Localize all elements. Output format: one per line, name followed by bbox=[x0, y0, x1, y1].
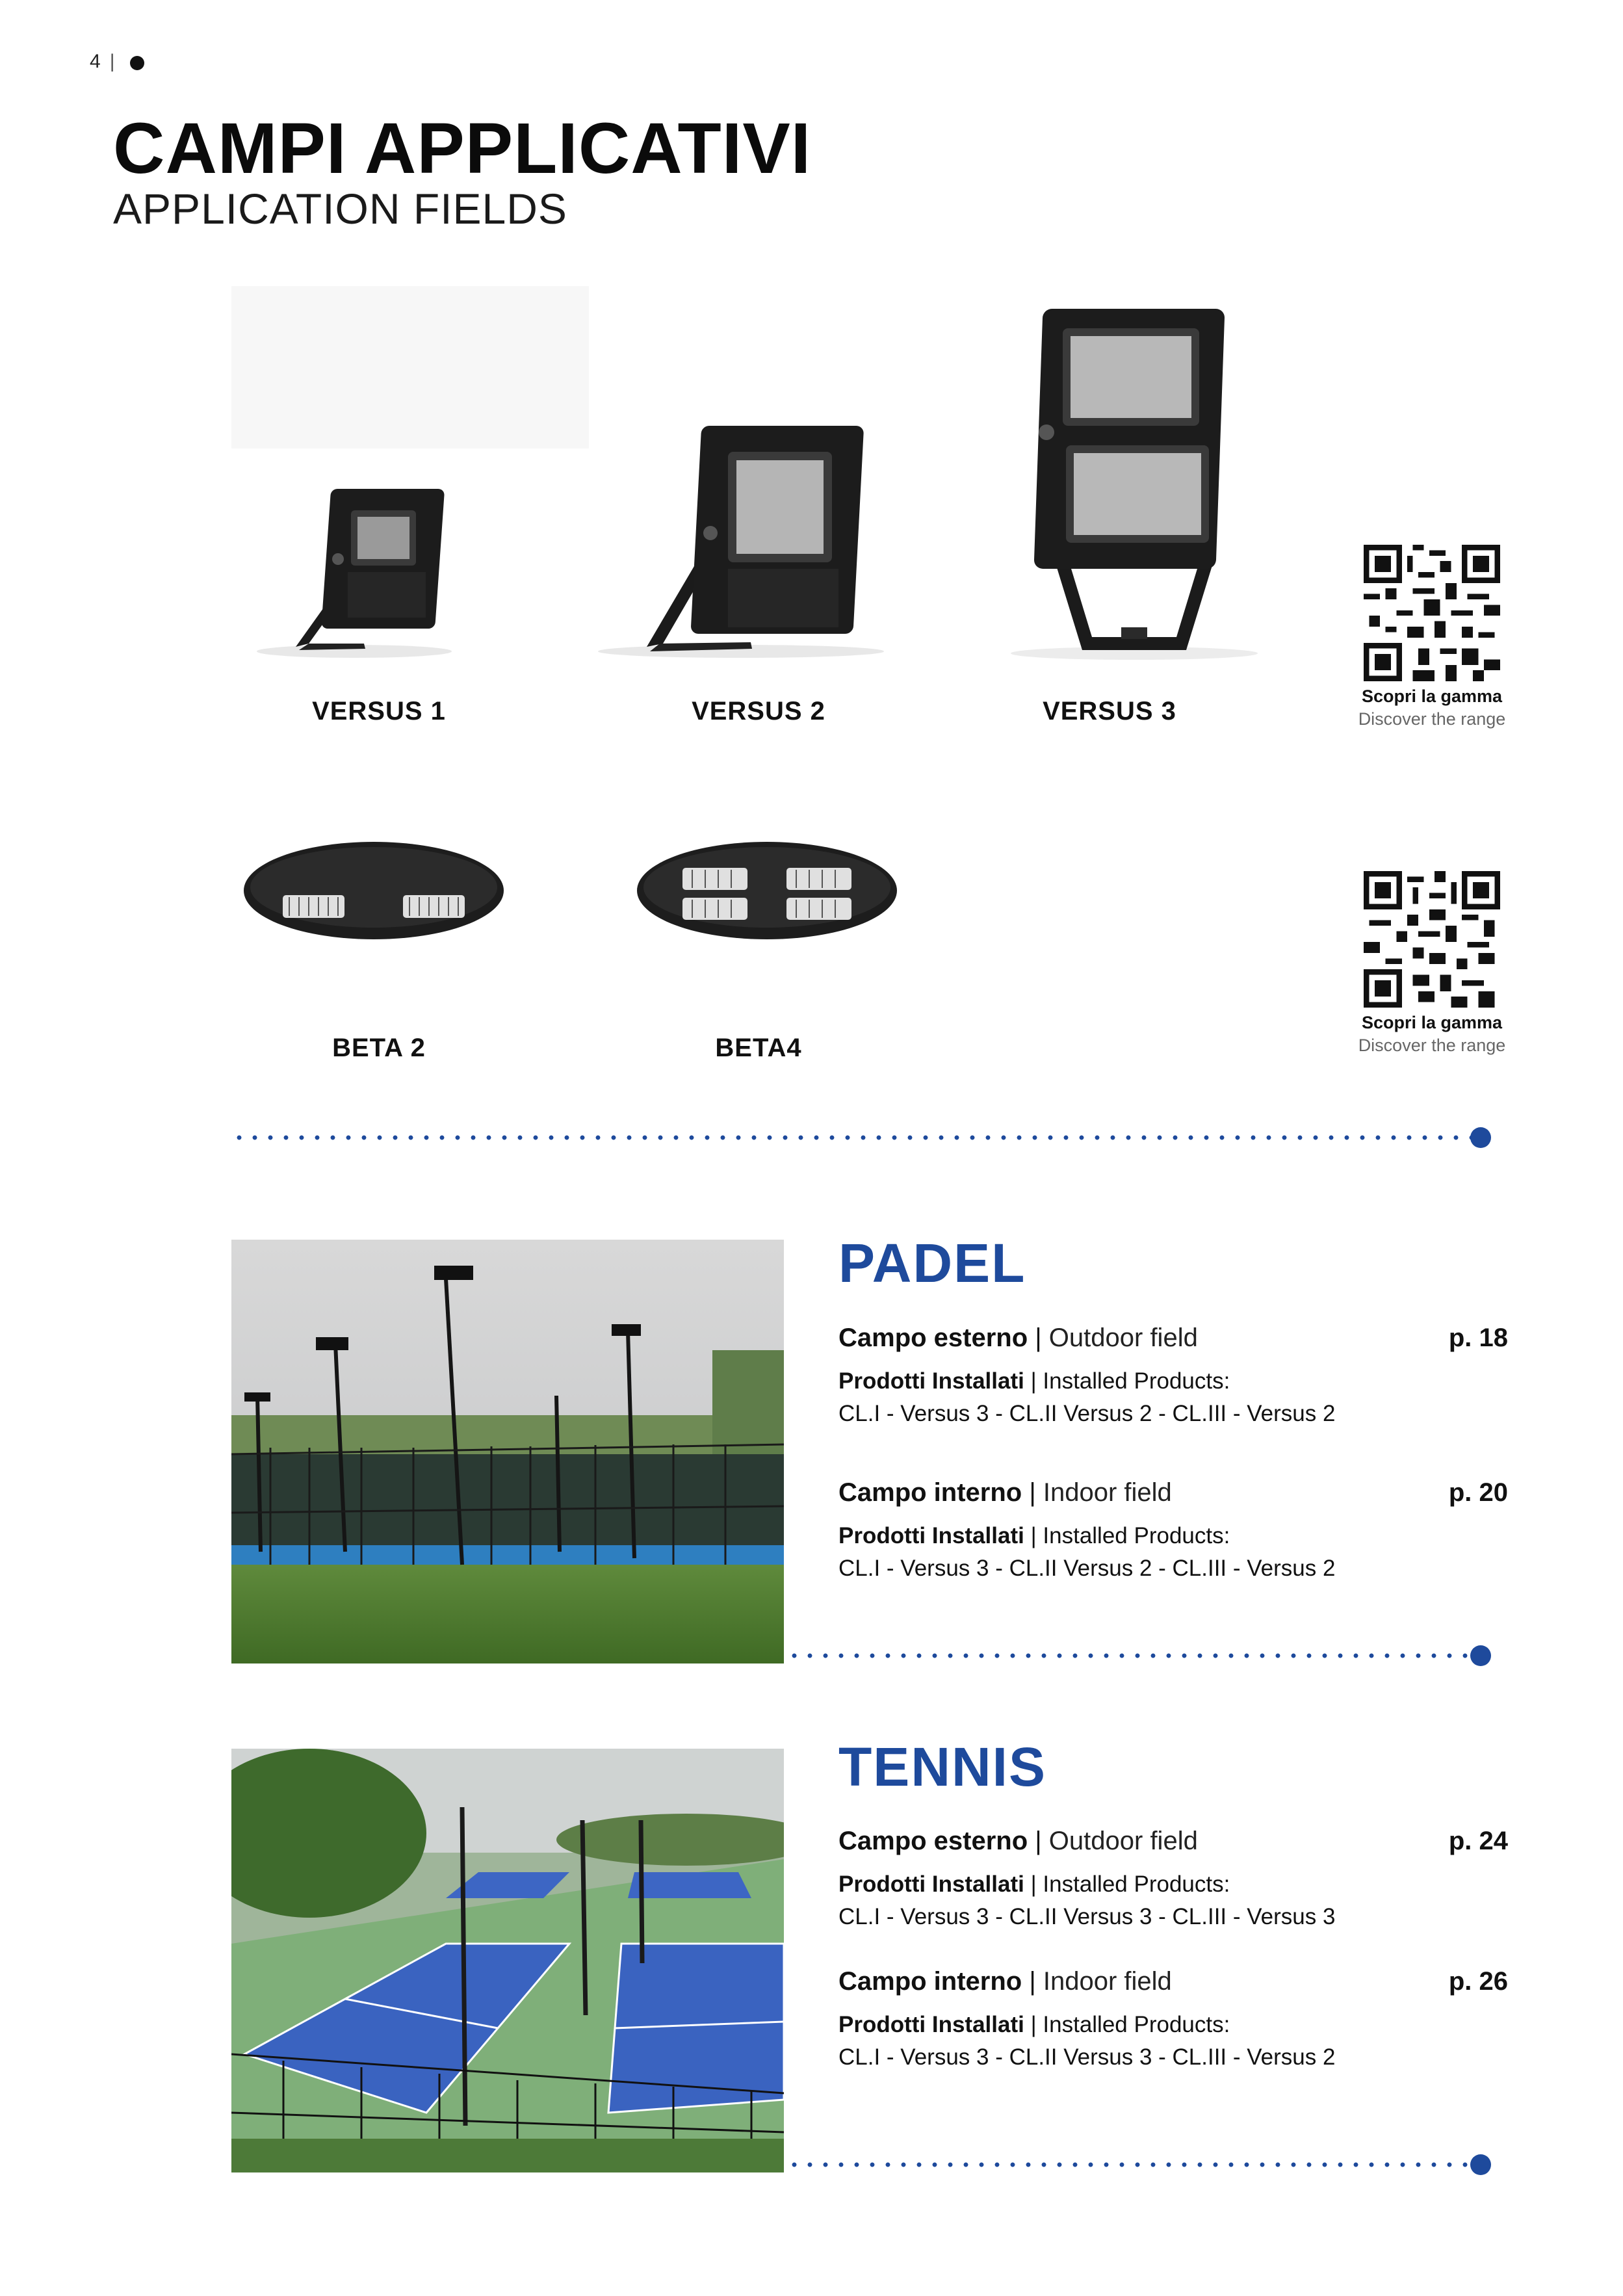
tennis-indoor-products: Prodotti Installati | Installed Products: CL.I - Versus 3 - CL.II Versus 3 - CL.III - Versus 2 bbox=[838, 2009, 1335, 2074]
page-reference[interactable]: p. 20 bbox=[1448, 1478, 1508, 1507]
tennis-indoor-heading: Campo interno | Indoor field bbox=[838, 1967, 1172, 1996]
qr-caption-en: Discover the range bbox=[1358, 709, 1506, 729]
tennis-outdoor-heading: Campo esterno | Outdoor field bbox=[838, 1827, 1198, 1855]
beta-4-product-image bbox=[634, 835, 900, 946]
padel-indoor-products: Prodotti Installati | Installed Products: CL.I - Versus 3 - CL.II Versus 2 - CL.III - Versus 2 bbox=[838, 1520, 1335, 1585]
products-label-en: Installed Products: bbox=[1043, 1368, 1230, 1394]
padel-outdoor-heading: Campo esterno | Outdoor field bbox=[838, 1324, 1198, 1352]
field-name-it: Campo interno bbox=[838, 1478, 1022, 1507]
section-title-tennis: TENNIS bbox=[838, 1736, 1047, 1797]
qr-caption-it: Scopri la gamma bbox=[1361, 1013, 1503, 1032]
qr-caption-2 bbox=[1334, 1013, 1529, 1056]
qr-code-icon[interactable] bbox=[1364, 545, 1500, 681]
product-name-beta-4: BETA4 bbox=[715, 1034, 802, 1062]
field-name-en: Indoor field bbox=[1043, 1967, 1172, 1996]
versus-3-product-image bbox=[1004, 299, 1264, 663]
page-reference[interactable]: p. 26 bbox=[1448, 1967, 1508, 1996]
products-list: CL.I - Versus 3 - CL.II Versus 3 - CL.III - Versus 2 bbox=[838, 2044, 1336, 2070]
products-label-it: Prodotti Installati bbox=[838, 1523, 1024, 1548]
product-name-versus-3: VERSUS 3 bbox=[1043, 697, 1176, 725]
field-name-it: Campo esterno bbox=[838, 1827, 1028, 1855]
dotted-divider bbox=[786, 1653, 1479, 1658]
page-number-text: 4 bbox=[90, 51, 102, 72]
page-number bbox=[90, 51, 123, 73]
products-label-it: Prodotti Installati bbox=[838, 1368, 1024, 1394]
products-label-en: Installed Products: bbox=[1043, 2012, 1230, 2037]
products-list: CL.I - Versus 3 - CL.II Versus 2 - CL.III - Versus 2 bbox=[838, 1556, 1336, 1581]
field-name-it: Campo esterno bbox=[838, 1324, 1028, 1352]
field-name-it: Campo interno bbox=[838, 1967, 1022, 1996]
dotted-divider bbox=[786, 2162, 1479, 2167]
product-name-versus-1: VERSUS 1 bbox=[312, 697, 446, 725]
qr-caption-it: Scopri la gamma bbox=[1361, 686, 1503, 706]
products-label-it: Prodotti Installati bbox=[838, 1872, 1024, 1897]
page-number-separator: | bbox=[109, 51, 116, 72]
field-name-en: Indoor field bbox=[1043, 1478, 1172, 1507]
versus-2-product-image bbox=[588, 416, 894, 663]
page-reference[interactable]: p. 24 bbox=[1448, 1827, 1508, 1855]
page-title: CAMPI APPLICATIVI bbox=[113, 109, 812, 189]
padel-court-photo bbox=[231, 1240, 784, 1663]
qr-caption-en: Discover the range bbox=[1358, 1036, 1506, 1055]
product-name-beta-2: BETA 2 bbox=[332, 1034, 426, 1062]
tennis-outdoor-products: Prodotti Installati | Installed Products: CL.I - Versus 3 - CL.II Versus 3 - CL.III - Versus 3 bbox=[838, 1868, 1335, 1933]
padel-indoor-heading: Campo interno | Indoor field bbox=[838, 1478, 1172, 1507]
section-title-padel: PADEL bbox=[838, 1233, 1026, 1294]
products-list: CL.I - Versus 3 - CL.II Versus 3 - CL.III - Versus 3 bbox=[838, 1904, 1336, 1929]
versus-1-product-image bbox=[247, 481, 461, 663]
page-marker-dot bbox=[130, 56, 144, 70]
dotted-divider bbox=[231, 1135, 1479, 1140]
qr-caption-1 bbox=[1334, 686, 1529, 729]
qr-code-icon[interactable] bbox=[1364, 871, 1500, 1008]
field-name-en: Outdoor field bbox=[1048, 1324, 1198, 1352]
page-subtitle: APPLICATION FIELDS bbox=[113, 185, 567, 233]
divider-end-dot bbox=[1470, 1645, 1491, 1666]
padel-outdoor-products: Prodotti Installati | Installed Products: CL.I - Versus 3 - CL.II Versus 2 - CL.III - Versus 2 bbox=[838, 1365, 1335, 1430]
divider-end-dot bbox=[1470, 2154, 1491, 2175]
image-placeholder bbox=[231, 286, 589, 449]
product-name-versus-2: VERSUS 2 bbox=[692, 697, 825, 725]
field-name-en: Outdoor field bbox=[1048, 1827, 1198, 1855]
tennis-court-photo bbox=[231, 1749, 784, 2172]
divider-end-dot bbox=[1470, 1127, 1491, 1148]
products-label-it: Prodotti Installati bbox=[838, 2012, 1024, 2037]
products-label-en: Installed Products: bbox=[1043, 1872, 1230, 1897]
beta-2-product-image bbox=[240, 835, 507, 946]
products-list: CL.I - Versus 3 - CL.II Versus 2 - CL.III - Versus 2 bbox=[838, 1401, 1336, 1426]
page-reference[interactable]: p. 18 bbox=[1448, 1324, 1508, 1352]
products-label-en: Installed Products: bbox=[1043, 1523, 1230, 1548]
